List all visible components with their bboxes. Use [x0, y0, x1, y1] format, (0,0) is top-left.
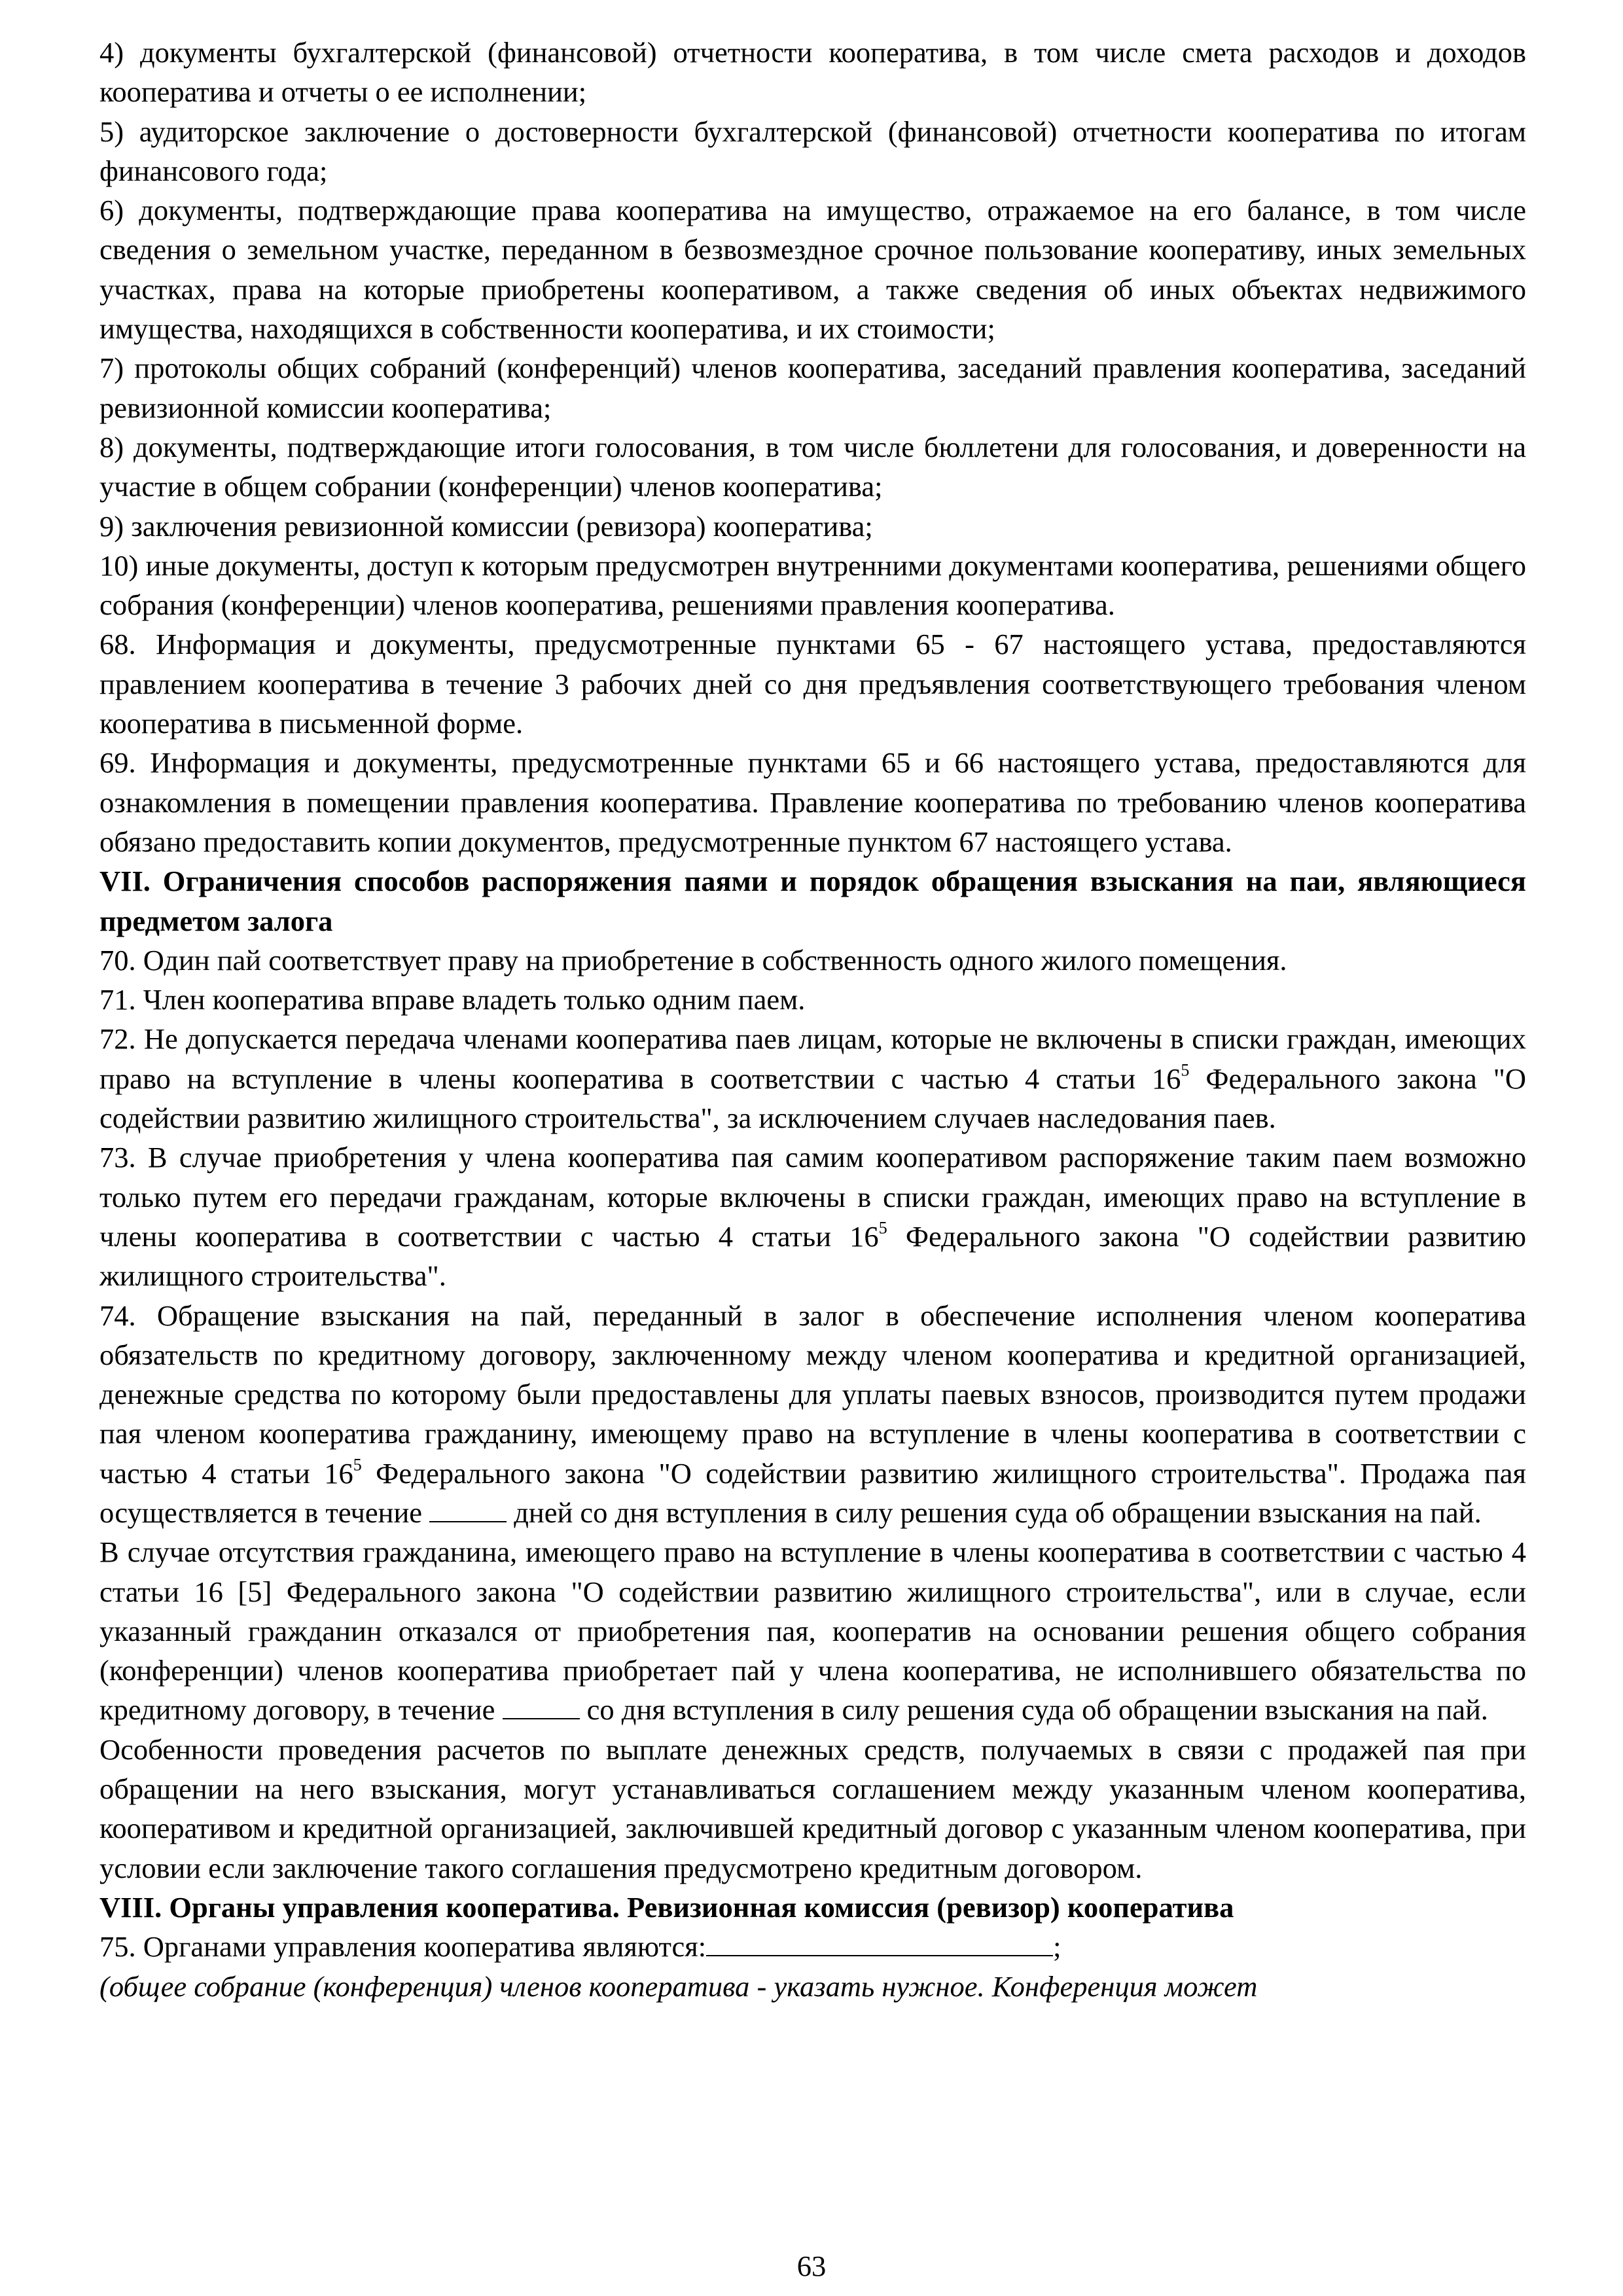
section-heading-vii: VII. Ограничения способов распоряжения паями и порядок обращения взыскания на паи, являющиеся предметом залога — [99, 865, 1526, 937]
clause-69: 69. Информация и документы, предусмотренные пунктами 65 и 66 настоящего устава, предоставляются для ознакомления в помещении правления кооператива. Правление кооператива по требованию членов кооператива обязано предоставить копии документов, предусмотренные пунктом 67 настоящего устава. — [99, 746, 1526, 858]
clause-74 — [99, 1296, 1526, 1533]
clause-73-text-a: 73. В случае приобретения у члена кооператива пая самим кооперативом распоряжение таким паем возможно только путем его передачи гражданам, которые включены в списки граждан, имеющих право на вступление в члены кооператива в соответствии с частью 4 статьи 16 — [99, 1141, 1526, 1253]
clause-75-text-a: 75. Органами управления кооператива являются: — [99, 1930, 707, 1964]
list-item-9: 9) заключения ревизионной комиссии (ревизора) кооператива; — [99, 509, 873, 543]
clause-74-paragraph-3: Особенности проведения расчетов по выплате денежных средств, получаемых в связи с продажей пая при обращении на него взыскания, могут устанавливаться соглашением между указанным членом кооператива, кооперативом и кредитной организацией, заключившей кредитный договор с указанным членом кооператива, при условии если заключение такого соглашения предусмотрено кредитным договором. — [99, 1732, 1526, 1884]
clause-74-text-c: дней со дня вступления в силу решения суда об обращении взыскания на пай. — [507, 1496, 1482, 1529]
list-item-8: 8) документы, подтверждающие итоги голосования, в том числе бюллетени для голосования, и доверенности на участие в общем собрании (конференции) членов кооператива; — [99, 430, 1526, 503]
clause-70: 70. Один пай соответствует праву на приобретение в собственность одного жилого помещения. — [99, 943, 1287, 977]
clause-74-text-b: Федерального закона "О содействии развитию жилищного строительства". Продажа пая осуществляется в течение — [99, 1456, 1526, 1529]
clause-72-text-b: Федерального закона "О содействии развитию жилищного строительства", за исключением случаев наследования паев. — [99, 1062, 1526, 1135]
clause-74-text-a: 74. Обращение взыскания на пай, переданный в залог в обеспечение исполнения членом кооператива обязательств по кредитному договору, заключенному между членом кооператива и кредитной организацией, денежные средства по которому были предоставлены для уплаты паевых взносов, производится путем продажи пая членом кооператива гражданину, имеющему право на вступление в члены кооператива в соответствии с частью 4 статьи 16 — [99, 1299, 1526, 1490]
clause-73 — [99, 1138, 1526, 1295]
clause-75-text-b: ; — [1053, 1930, 1061, 1964]
document-page — [99, 33, 1526, 2006]
section-heading-viii: VIII. Органы управления кооператива. Ревизионная комиссия (ревизор) кооператива — [99, 1890, 1234, 1924]
list-item-5: 5) аудиторское заключение о достоверности бухгалтерской (финансовой) отчетности кооператива по итогам финансового года; — [99, 115, 1526, 187]
list-item-10: 10) иные документы, доступ к которым предусмотрен внутренними документами кооператива, решениями общего собрания (конференции) членов кооператива, решениями правления кооператива. — [99, 548, 1526, 622]
list-item-6: 6) документы, подтверждающие права кооператива на имущество, отражаемое на его балансе, в том числе сведения о земельном участке, переданном в безвозмездное срочное пользование кооперативу, иных земельных участках, права на которые приобретены кооперативом, а также сведения об иных объектах недвижимого имущества, находящихся в собственности кооператива, и их стоимости; — [99, 194, 1526, 346]
clause-74-paragraph-2 — [99, 1532, 1526, 1729]
clause-73-superscript: 5 — [878, 1218, 887, 1238]
clause-74-p2-text-a: В случае отсутствия гражданина, имеющего право на вступление в члены кооператива в соответствии с частью 4 статьи 16 [5] Федерального закона "О содействии развитию жилищного строительства", или в случае, если указанный гражданин отказался от приобретения пая, кооператив на основании решения общего собрания (конференции) членов кооператива приобретает пай у члена кооператива, не исполнившего обязательства по кредитному договору, в течение — [99, 1535, 1526, 1727]
clause-72-superscript: 5 — [1181, 1060, 1190, 1080]
clause-73-text-b: Федерального закона "О содействии развитию жилищного строительства". — [99, 1219, 1526, 1293]
clause-74-superscript: 5 — [353, 1455, 362, 1475]
clause-71: 71. Член кооператива вправе владеть только одним паем. — [99, 983, 806, 1016]
list-item-7: 7) протоколы общих собраний (конференций) членов кооператива, заседаний правления кооператива, заседаний ревизионной комиссии кооператива; — [99, 351, 1526, 424]
days-blank-field[interactable] — [429, 1496, 507, 1522]
clause-75 — [99, 1927, 1526, 1966]
clause-68: 68. Информация и документы, предусмотренные пунктами 65 - 67 настоящего устава, предоставляются правлением кооператива в течение 3 рабочих дней со дня предъявления соответствующего требования членом кооператива в письменной форме. — [99, 628, 1526, 740]
clause-72 — [99, 1019, 1526, 1138]
list-item-4: 4) документы бухгалтерской (финансовой) отчетности кооператива, в том числе смета расходов и доходов кооператива и отчеты о ее исполнении; — [99, 36, 1526, 109]
clause-72-text-a: 72. Не допускается передача членами кооператива паев лицам, которые не включены в списки граждан, имеющих право на вступление в члены кооператива в соответствии с частью 4 статьи 16 — [99, 1022, 1526, 1095]
term-blank-field[interactable] — [503, 1693, 580, 1719]
clause-74-p2-text-b: со дня вступления в силу решения суда об обращении взыскания на пай. — [579, 1693, 1488, 1727]
clause-75-note: (общее собрание (конференция) членов кооператива - указать нужное. Конференция может — [99, 1969, 1258, 2003]
page-number: 63 — [796, 2250, 827, 2282]
management-bodies-blank-field[interactable] — [706, 1930, 1053, 1956]
